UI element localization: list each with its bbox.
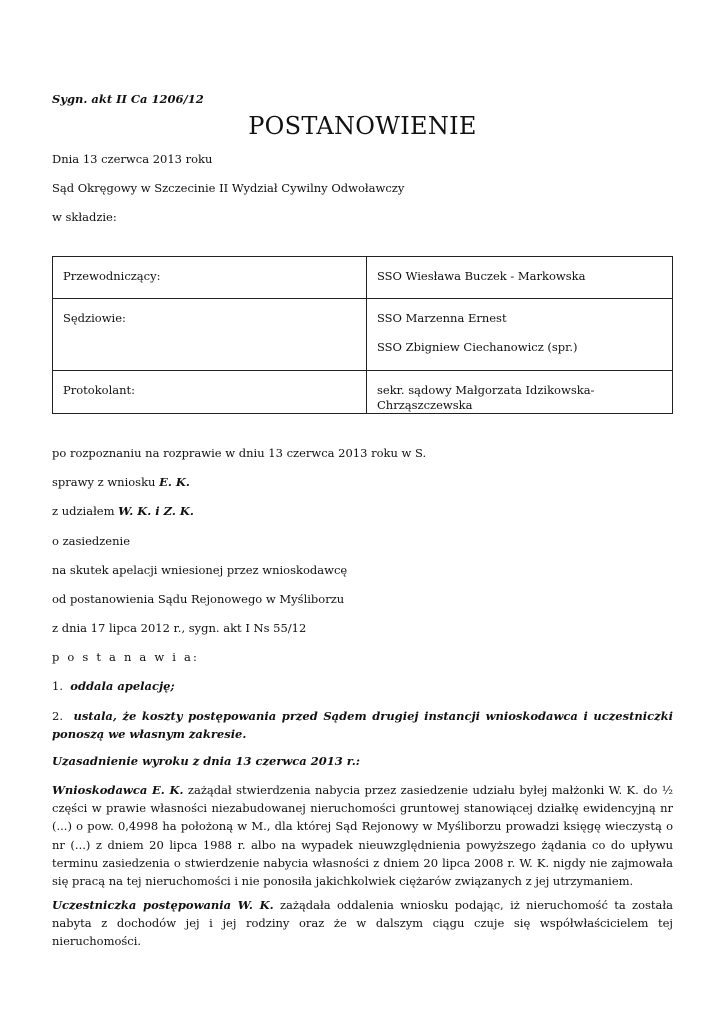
participants-line (52, 504, 194, 518)
point-1-text: oddala apelację; (70, 679, 175, 693)
case-signature: Sygn. akt II Ca 1206/12 (52, 92, 204, 106)
paragraph-1-text: zażądał stwierdzenia nabycia przez zasiedzenie udziału byłej małżonki W. K. do ½ części w prawie własności niezabudowanej nieruchomości gruntowej stanowiącej działkę ewidencyjną nr (...) o pow. 0,4998 ha położoną w M., dla której Sąd Rejonowy w Myśliborzu prowadzi księgę wieczystą o nr (...) z dniem 20 lipca 1988 r. albo na wypadek nieuwzględnienia powyższego żądania co do upływu terminu zasiedzenia o stwierdzenie nabycia własności z dniem 20 lipca 2008 r. W. K. nigdy nie zajmowała się pracą na tej nieruchomości i nie ponosiła jakichkolwiek ciężarów związanych z jej utrzymaniem. (52, 783, 673, 889)
table-row (53, 299, 673, 371)
paragraph-1-lead: Wnioskodawca E. K. (52, 783, 184, 797)
applicant-line (52, 475, 190, 489)
judges-label-cell (53, 299, 367, 371)
presiding-label-cell (53, 257, 367, 299)
point-2 (52, 707, 673, 743)
participant-prefix: z udziałem (52, 504, 119, 518)
from-ruling-line: od postanowienia Sądu Rejonowego w Myśliborzu (52, 592, 345, 606)
point-1-number: 1. (52, 679, 63, 693)
composition-label: w składzie: (52, 210, 117, 224)
clerk-value-cell (367, 371, 673, 414)
point-2-text: ustala, że koszty postępowania przed Sądem drugiej instancji wnioskodawca i uczestniczki ponoszą we własnym zakresie. (52, 709, 673, 742)
point-1 (52, 679, 175, 693)
table-row (53, 257, 673, 299)
clerk-label: Protokolant: (63, 383, 136, 397)
point-2-number: 2. (52, 709, 63, 723)
table-row (53, 371, 673, 414)
paragraph-2-text: zażądała oddalenia wniosku podając, iż nieruchomość ta została nabyta z dochodów jej i jej rodziny oraz że w dalszym ciągu czuje się współwłaścicielem tej nieruchomości. (52, 898, 673, 949)
ruling-date-line: z dnia 17 lipca 2012 r., sygn. akt I Ns 55/12 (52, 621, 307, 635)
court-panel-table (52, 256, 673, 414)
paragraph-2 (52, 896, 673, 951)
clerk-label-cell (53, 371, 367, 414)
hearing-line: po rozpoznaniu na rozprawie w dniu 13 czerwca 2013 roku w S. (52, 446, 427, 460)
judge-1: SSO Marzenna Ernest (377, 311, 507, 325)
presiding-judge: SSO Wiesława Buczek - Markowska (377, 269, 586, 283)
judges-value-cell (367, 299, 673, 371)
judges-label: Sędziowie: (63, 311, 126, 325)
decides-line: p o s t a n a w i a: (52, 650, 200, 664)
clerk-name: sekr. sądowy Małgorzata Idzikowska-Chrząszczewska (377, 383, 595, 412)
date-line: Dnia 13 czerwca 2013 roku (52, 152, 213, 166)
applicant-prefix: sprawy z wniosku (52, 475, 160, 489)
participant-names: W. K. i Z. K. (118, 504, 194, 518)
paragraph-2-lead: Uczestniczka postępowania W. K. (52, 898, 274, 912)
paragraph-1 (52, 781, 673, 890)
document-title: POSTANOWIENIE (248, 112, 477, 140)
judge-2: SSO Zbigniew Ciechanowicz (spr.) (377, 340, 578, 354)
court-name: Sąd Okręgowy w Szczecinie II Wydział Cywilny Odwoławczy (52, 181, 405, 195)
subject-line: o zasiedzenie (52, 534, 130, 548)
appeal-line: na skutek apelacji wniesionej przez wnioskodawcę (52, 563, 348, 577)
applicant-name: E. K. (159, 475, 190, 489)
presiding-value-cell (367, 257, 673, 299)
justification-heading: Uzasadnienie wyroku z dnia 13 czerwca 2013 r.: (52, 754, 361, 768)
presiding-label: Przewodniczący: (63, 269, 161, 283)
